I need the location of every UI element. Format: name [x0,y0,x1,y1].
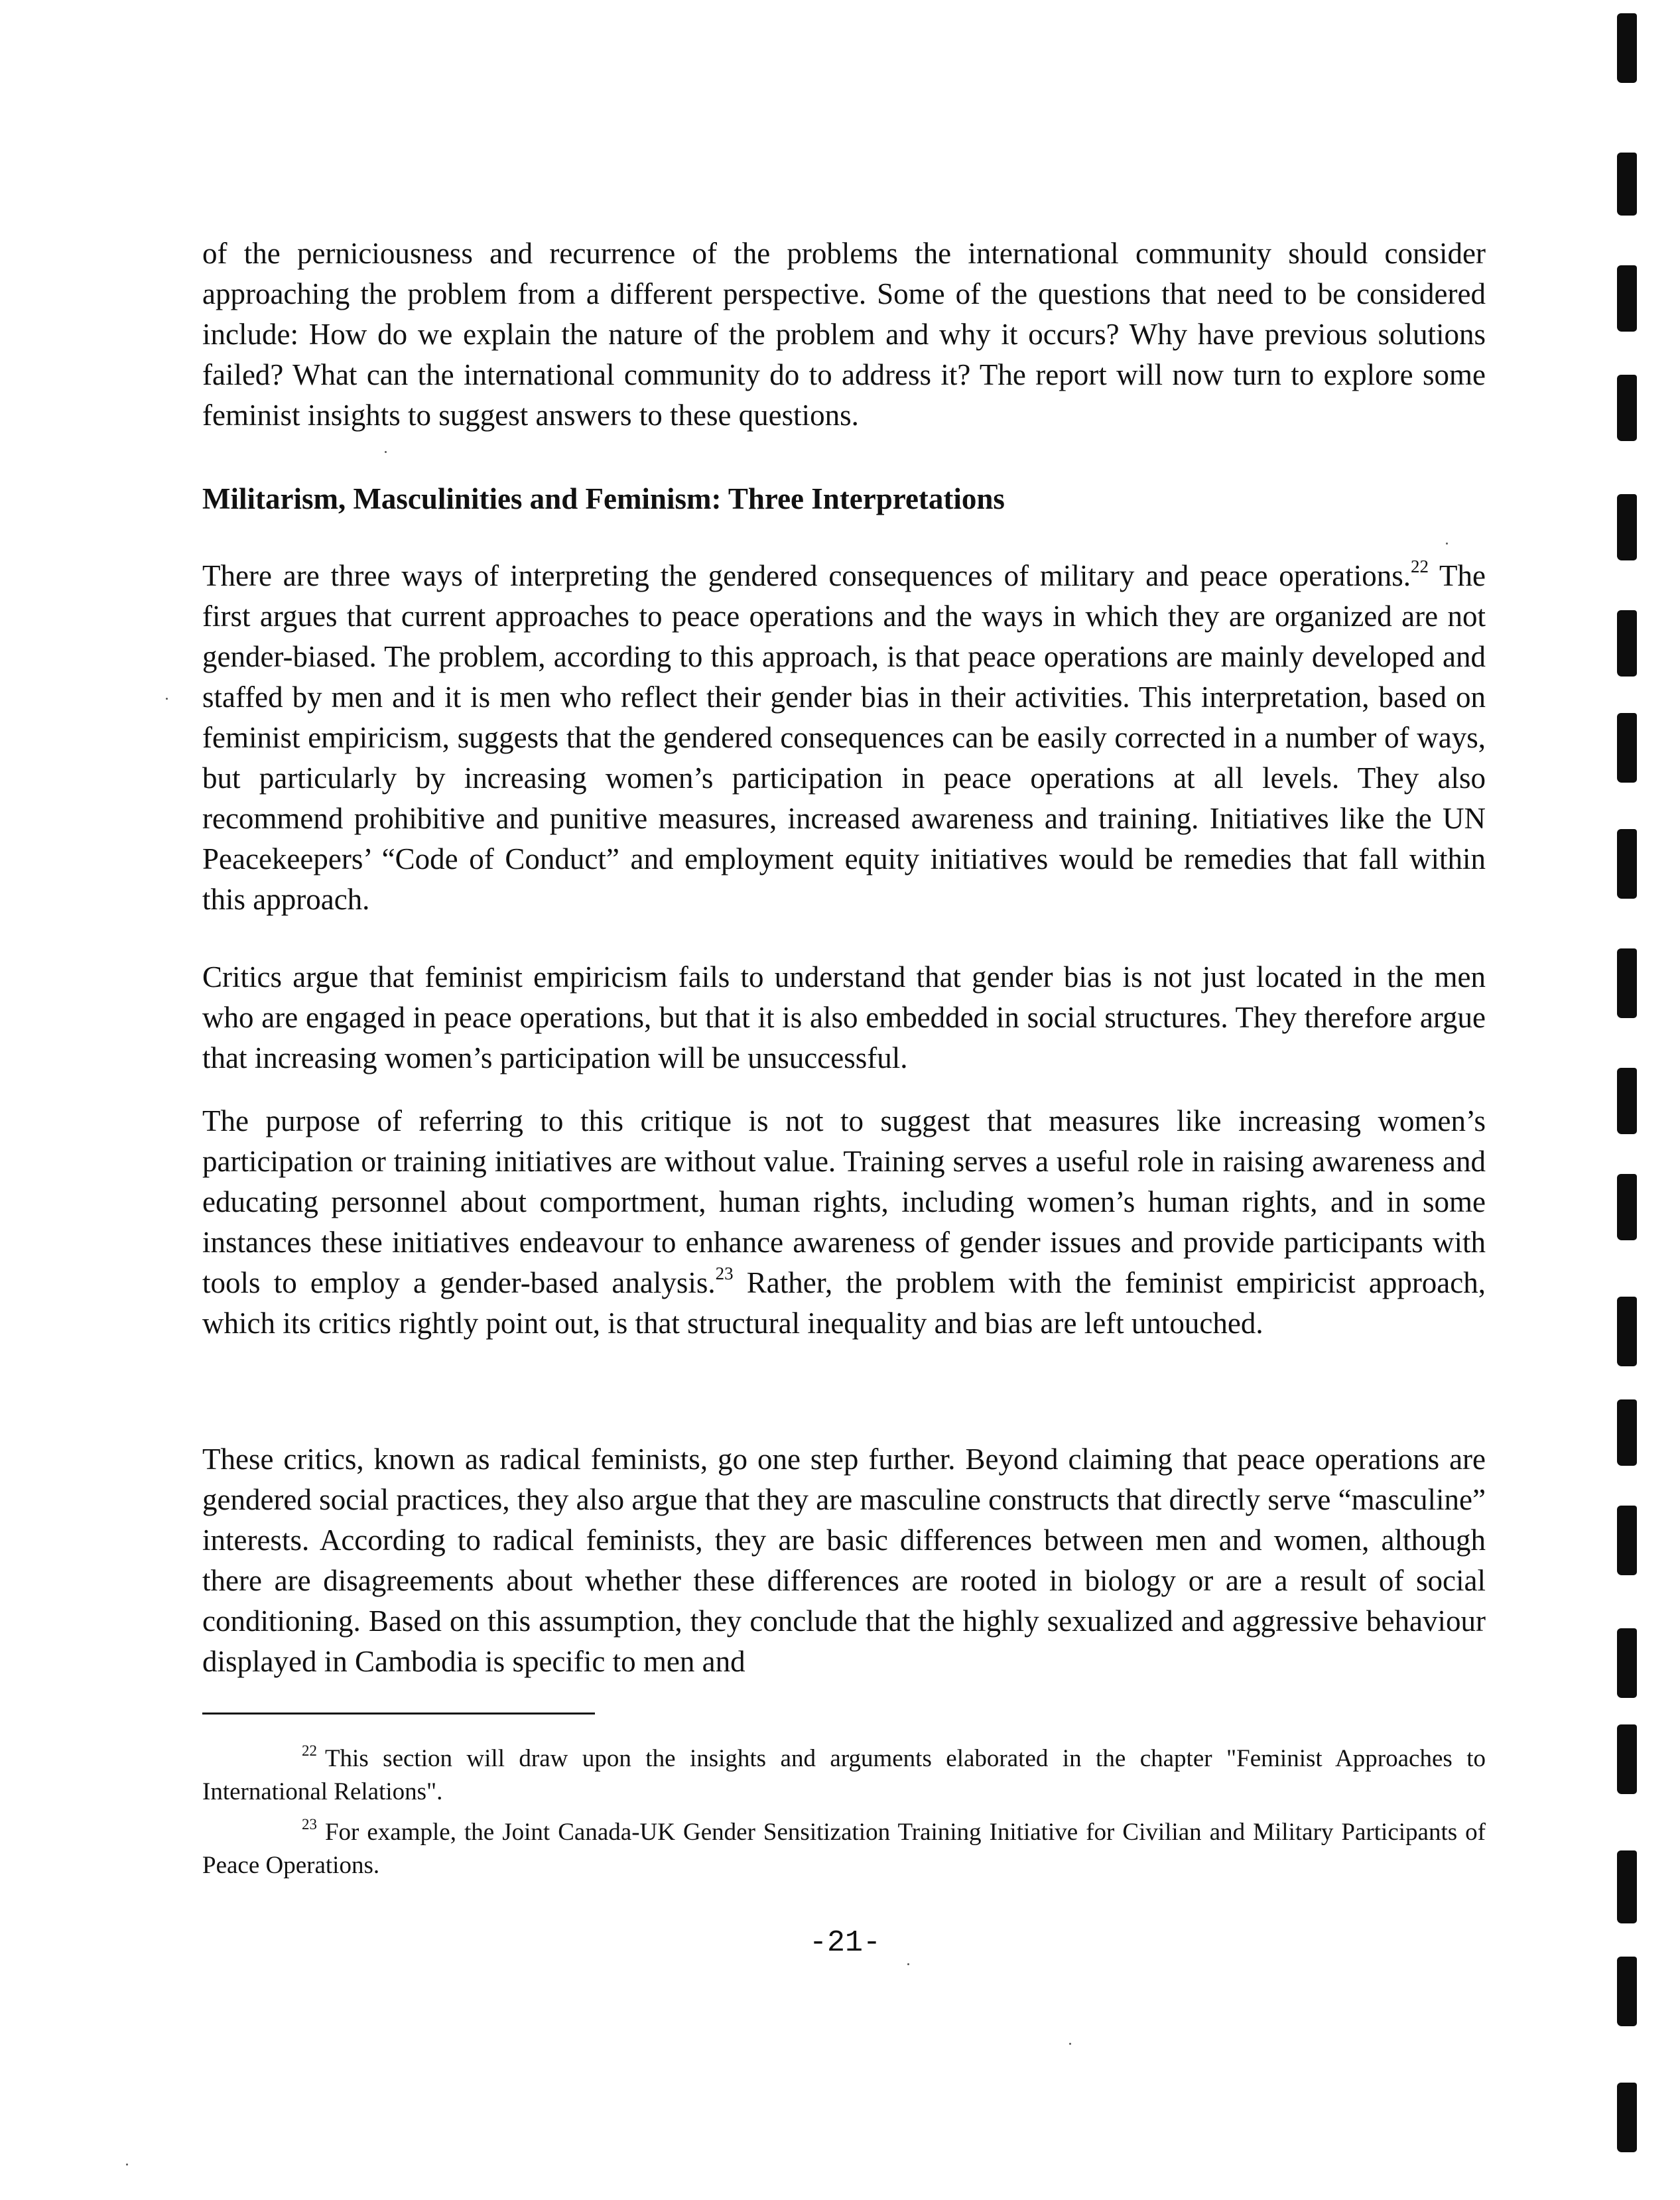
paragraph-purpose [202,1101,1486,1344]
binding-mark [1617,829,1637,899]
binding-mark [1617,1850,1637,1923]
paragraph-critics: Critics argue that feminist empiricism fails to understand that gender bias is not just located in the men who are engaged in peace operations, but that it is also embedded in social structures. They therefore argue that increasing women’s participation will be unsuccessful. [202,960,1486,1074]
footnote-separator [202,1713,595,1715]
binding-mark [1617,265,1637,332]
binding-mark [1617,713,1637,783]
binding-mark [1617,1297,1637,1366]
paragraph-text: The first argues that current approaches to peace operations and the ways in which they are organized are not gender-biased. The problem, according to this approach, is that peace operations are mainly developed and staffed by men and it is men who reflect their gender bias in their activities. This interpretation, based on feminist empiricism, suggests that the gendered consequences can be easily corrected in a number of ways, but particularly by increasing women’s participation in peace operations at all levels. They also recommend prohibitive and punitive measures, increased awareness and training. Initiatives like the UN Peacekeepers’ “Code of Conduct” and employment equity initiatives would be remedies that fall within this approach. [202,559,1486,916]
paragraph-continued: of the perniciousness and recurrence of the problems the international community should consider approaching the problem from a different perspective. Some of the questions that need to be considered include: How do we explain the nature of the problem and why it occurs? Why have previous solutions failed? What can the international community do to address it? The report will now turn to explore some feminist insights to suggest answers to these questions. [202,237,1486,432]
scan-speck [126,2164,128,2166]
paragraph-interpretations [202,556,1486,920]
paragraph-text: Rather, the problem with the feminist empiricist approach, which its critics rightly point out, is that structural inequality and bias are left untouched. [202,1266,1486,1340]
binding-mark [1617,375,1637,441]
binding-mark [1617,1399,1637,1466]
paragraph-text: The purpose of referring to this critique is not to suggest that measures like increasing women’s participation or training initiatives are without value. Training serves a useful role in raising awareness and educating personnel about comportment, human rights, including women’s human rights, and in some instances these initiatives endeavour to enhance awareness of gender issues and provide participants with tools to employ a gender-based analysis. [202,1104,1486,1299]
footnote-number: 23 [302,1815,317,1833]
binding-mark [1617,13,1637,83]
footnote-number: 22 [302,1742,317,1759]
binding-mark [1617,1724,1637,1794]
binding-mark [1617,2083,1637,2152]
scan-speck [1069,2043,1071,2045]
scan-speck [385,451,387,453]
binding-mark [1617,494,1637,560]
binding-mark [1617,1957,1637,2026]
footnote-text: For example, the Joint Canada-UK Gender Sensitization Training Initiative for Civilian and Military Participants of Peace Operations. [202,1819,1486,1879]
paragraph-text: There are three ways of interpreting the gendered consequences of military and peace operations. [202,559,1411,592]
paragraph-radical-feminists: These critics, known as radical feminists, go one step further. Beyond claiming that peace operations are gendered social practices, they also argue that they are masculine constructs that directly serve “masculine” interests. According to radical feminists, they are basic differences between men and women, although there are disagreements about whether these differences are rooted in biology or are a result of social conditioning. Based on this assumption, they conclude that the highly sexualized and aggressive behaviour displayed in Cambodia is specific to men and [202,1443,1486,1678]
binding-mark [1617,153,1637,216]
section-heading: Militarism, Masculinities and Feminism: Three Interpretations [202,482,1005,515]
scan-speck [907,1963,909,1965]
binding-mark [1617,1068,1637,1134]
binding-mark [1617,948,1637,1018]
binding-mark [1617,1174,1637,1240]
binding-mark [1617,610,1637,677]
page-number: -21- [809,1926,881,1960]
binding-mark [1617,1628,1637,1698]
binding-mark [1617,1506,1637,1575]
footnote-reference-23[interactable]: 23 [715,1263,734,1283]
footnote-23 [202,1816,1486,1882]
footnote-text: This section will draw upon the insights and arguments elaborated in the chapter "Feminist Approaches to International Relations". [202,1745,1486,1805]
scan-speck [166,698,168,700]
footnote-22 [202,1742,1486,1809]
scan-speck [1446,543,1448,545]
footnote-reference-22[interactable]: 22 [1410,556,1429,576]
